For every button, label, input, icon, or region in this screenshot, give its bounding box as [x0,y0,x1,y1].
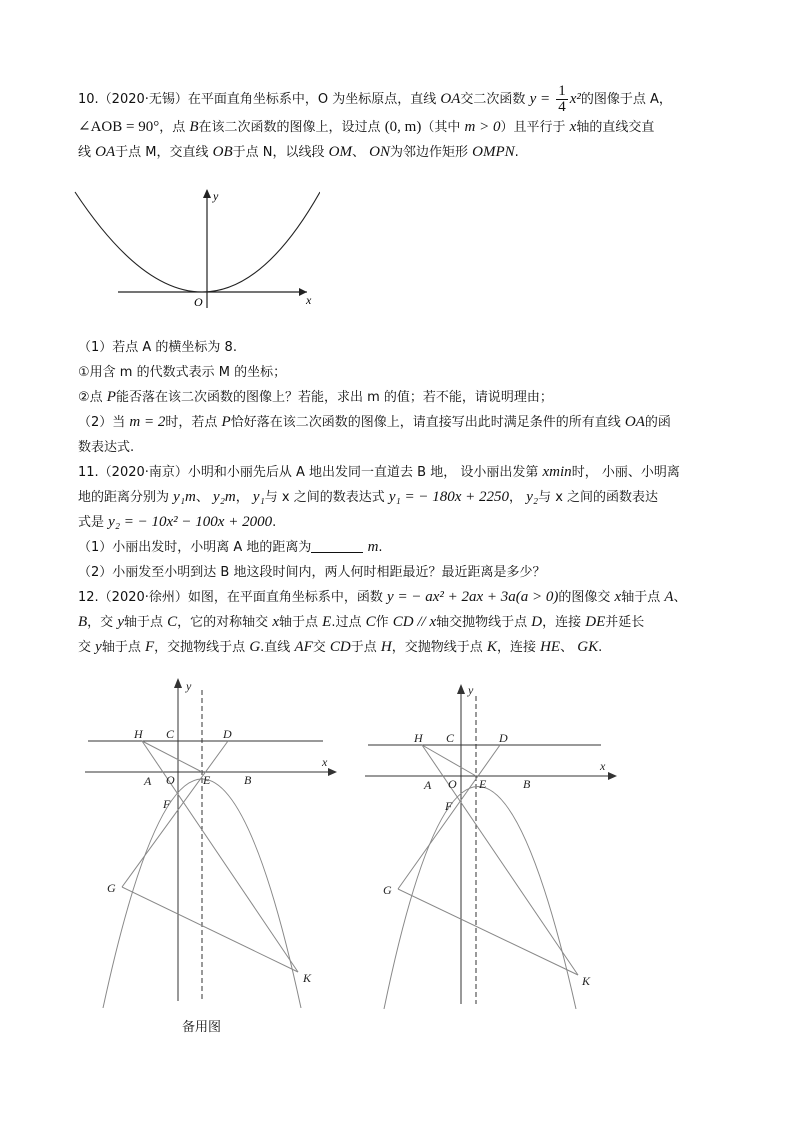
figure-caption: 备用图 [182,1020,222,1035]
label-g: G [383,883,392,897]
graph1-origin-label: O [194,295,203,309]
q10-line2: ∠AOB = 90°，点 B在该二次函数的图像上，设过点 (0, m)（其中 m > 0）且平行于 x轴的直线交直 [78,119,655,135]
label-a: A [424,778,432,792]
label-c: C [446,731,455,745]
line-he [142,741,202,772]
label-e: E [203,773,211,787]
parabola-graph [70,180,320,320]
label-k: K [582,974,591,988]
line-he [422,745,476,776]
question-10 [78,84,728,165]
geometry-figure-main [80,668,350,1008]
label-y: y [186,679,192,693]
label-x: x [600,759,606,773]
label-o: O [448,777,457,791]
y-axis-arrow [203,189,211,198]
answer-blank [311,538,363,553]
line-gk [398,889,578,975]
label-d: D [223,727,232,741]
q10-subparts: （1）若点 A 的横坐标为 8. ①用含 m 的代数式表示 M 的坐标； ②点 P能否落在该二次函数的图像上？若能，求出 m 的值；若不能，请说明理由； （2）当 m = 2时，若点 P恰好落在该二次函数的图像上，请直接写出此时满足条件的所有直线 OA的函 数表达式. [78,340,671,455]
question-12: 12.（2020·徐州）如图，在平面直角坐标系中，函数 y = − ax² + 2ax + 3a(a > 0)的图像交 x轴于点 A、 B，交 y轴于点 C，它的对称轴交 x轴于点 E.过点 C作 CD // x轴交抛物线于点 D，连接 DE并延长 交 y轴于点 F，交抛物线于点 G.直线 AF交 CD于点 H，交抛物线于点 K，连接 HE、 GK. [78,589,687,655]
question-11: 11.（2020·南京）小明和小丽先后从 A 地出发同一直道去 B 地， 设小丽出发第 xmin时， 小丽、小明离 地的距离分别为 y₁m、 y₂m， y₁与 x 之间的数表达式 y₁ = − 180x + 2250， y₂与 x 之间的函数表达 式是 y₂ = − 10x² − 100x + 2000. （1）小丽出发时，小明离 A 地的距离为 m. （2）小丽发至小明到达 B 地这段时间内，两人何时相距最近？最近距离是多少？ [78,464,680,580]
q10-line3: 线 OA于点 M，交直线 OB于点 N，以线段 OM、 ON为邻边作矩形 OMPN. [78,144,519,160]
label-o: O [166,773,175,787]
parabola-curve [384,787,576,1010]
label-b: B [244,773,252,787]
label-h: H [134,727,143,741]
line-dg [122,741,228,887]
label-b: B [523,777,531,791]
graph1-x-label: x [306,293,312,307]
label-x: x [322,755,328,769]
label-k: K [303,971,312,985]
fraction-one-quarter: $\frac{1}{4}$ [558,83,566,115]
geometry-figure-backup [360,674,630,1009]
label-f: F [163,797,171,811]
line-hk [422,745,578,975]
q10-line1: 10.（2020·无锡）在平面直角坐标系中，O 为坐标原点，直线 OA交二次函数 y = $\frac{1}{4}$ x²的图像于点 A， [78,83,672,115]
label-g: G [107,881,116,895]
label-f: F [445,799,453,813]
label-a: A [144,774,152,788]
parabola-curve [75,192,320,292]
label-y: y [468,683,474,697]
label-d: D [499,731,508,745]
label-e: E [479,777,487,791]
label-c: C [166,727,175,741]
line-gk [122,887,298,972]
line-dg [398,745,500,889]
label-h: H [414,731,423,745]
graph1-y-label: y [213,189,219,203]
